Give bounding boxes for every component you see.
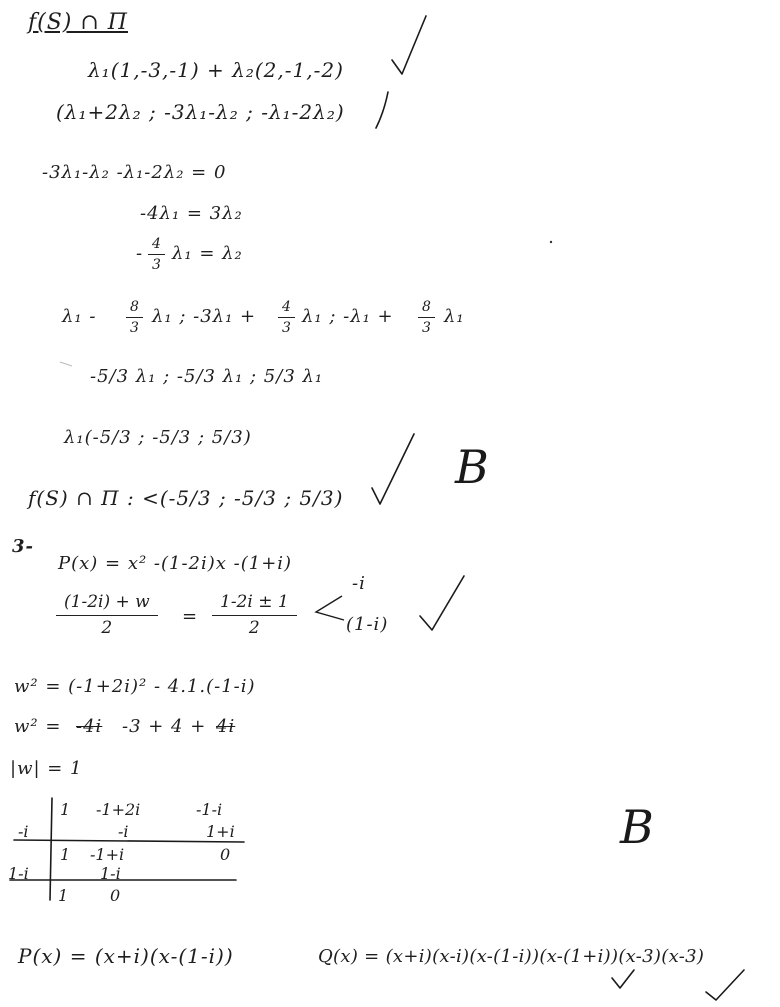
discriminant-cancel-2: 4i <box>216 716 236 737</box>
grade-letter-1: B <box>455 440 489 494</box>
table-r2-c2: 0 <box>220 845 231 864</box>
equation-line-6-c: λ₁ ; -λ₁ + <box>302 306 394 327</box>
table-r2-c0: 1 <box>60 845 71 864</box>
factorization-q: Q(x) = (x+i)(x-i)(x-(1-i))(x-(1+i))(x-3)(x-3) <box>318 946 705 967</box>
equation-line-9: f(S) ∩ Π : <(-5/3 ; -5/3 ; 5/3) <box>28 486 344 510</box>
table-r4-c0: 1 <box>58 886 69 905</box>
fraction-numerator: 8 <box>126 299 143 318</box>
check-mark-icon <box>612 970 634 988</box>
fraction-denominator: 3 <box>422 320 431 336</box>
closing-paren-stroke <box>376 92 388 128</box>
fraction-numerator: 4 <box>148 236 165 255</box>
fraction-numerator: (1-2i) + w <box>56 592 158 616</box>
fraction-numerator: 1-2i ± 1 <box>212 592 297 616</box>
modulus-w: |w| = 1 <box>10 758 83 779</box>
equation-line-3: -3λ₁-λ₂ -λ₁-2λ₂ = 0 <box>42 162 227 183</box>
fraction-numerator: 4 <box>278 299 295 318</box>
equation-line-6-a: λ₁ - <box>62 306 97 327</box>
equation-line-6-b: λ₁ ; -3λ₁ + <box>152 306 257 327</box>
table-r4-c1: 0 <box>110 886 121 905</box>
fraction-denominator: 3 <box>130 320 139 336</box>
equation-line-2: (λ₁+2λ₂ ; -3λ₁-λ₂ ; -λ₁-2λ₂) <box>56 100 345 124</box>
equation-line-5-minus: - <box>136 243 144 264</box>
discriminant-cancel-1: -4i <box>76 716 103 737</box>
root-one: -i <box>352 573 366 594</box>
equation-line-5-rhs: λ₁ = λ₂ <box>172 243 243 264</box>
equation-line-7: -5/3 λ₁ ; -5/3 λ₁ ; 5/3 λ₁ <box>90 366 324 387</box>
discriminant-simplify-a: w² = <box>14 716 62 737</box>
fraction-denominator: 2 <box>101 618 113 638</box>
equation-line-1: λ₁(1,-3,-1) + λ₂(2,-1,-2) <box>88 58 344 82</box>
fraction-denominator: 2 <box>248 618 260 638</box>
table-r1-label: -i <box>18 822 29 841</box>
root-bracket <box>316 596 344 620</box>
table-r3-c1: 1-i <box>100 864 121 883</box>
discriminant-line: w² = (-1+2i)² - 4.1.(-1-i) <box>14 676 256 697</box>
discriminant-simplify-c: -3 + 4 + <box>122 716 207 737</box>
table-r1-c2: 1+i <box>206 822 235 841</box>
stray-mark <box>60 362 72 366</box>
fraction-numerator: 8 <box>418 299 435 318</box>
table-r0-c2: -1-i <box>196 800 223 819</box>
table-r0-c0: 1 <box>60 800 71 819</box>
fraction-denominator: 3 <box>152 257 161 273</box>
check-mark-icon <box>392 16 426 74</box>
check-mark-icon <box>420 576 464 630</box>
table-r1-c1: -i <box>118 822 129 841</box>
grade-letter-2: B <box>620 800 654 854</box>
equation-line-4: -4λ₁ = 3λ₂ <box>140 203 243 224</box>
exercise-number: 3- <box>12 536 34 557</box>
table-r3-label: 1-i <box>8 864 29 883</box>
check-mark-icon <box>706 970 744 1000</box>
factorization-p: P(x) = (x+i)(x-(1-i)) <box>18 944 234 968</box>
stray-dot <box>550 241 552 243</box>
fraction-denominator: 3 <box>282 320 291 336</box>
table-r2-c1: -1+i <box>90 845 125 864</box>
table-horizontal-rule <box>14 840 244 842</box>
check-mark-icon <box>372 434 414 504</box>
equals-sign: = <box>182 606 199 627</box>
equation-line-8: λ₁(-5/3 ; -5/3 ; 5/3) <box>64 427 252 448</box>
table-vertical-rule <box>50 798 52 900</box>
root-two: (1-i) <box>346 614 389 635</box>
table-r0-c1: -1+2i <box>96 800 141 819</box>
polynomial-definition: P(x) = x² -(1-2i)x -(1+i) <box>58 553 293 574</box>
equation-line-6-d: λ₁ <box>444 306 465 327</box>
section-heading: f(S) ∩ Π <box>28 10 128 35</box>
